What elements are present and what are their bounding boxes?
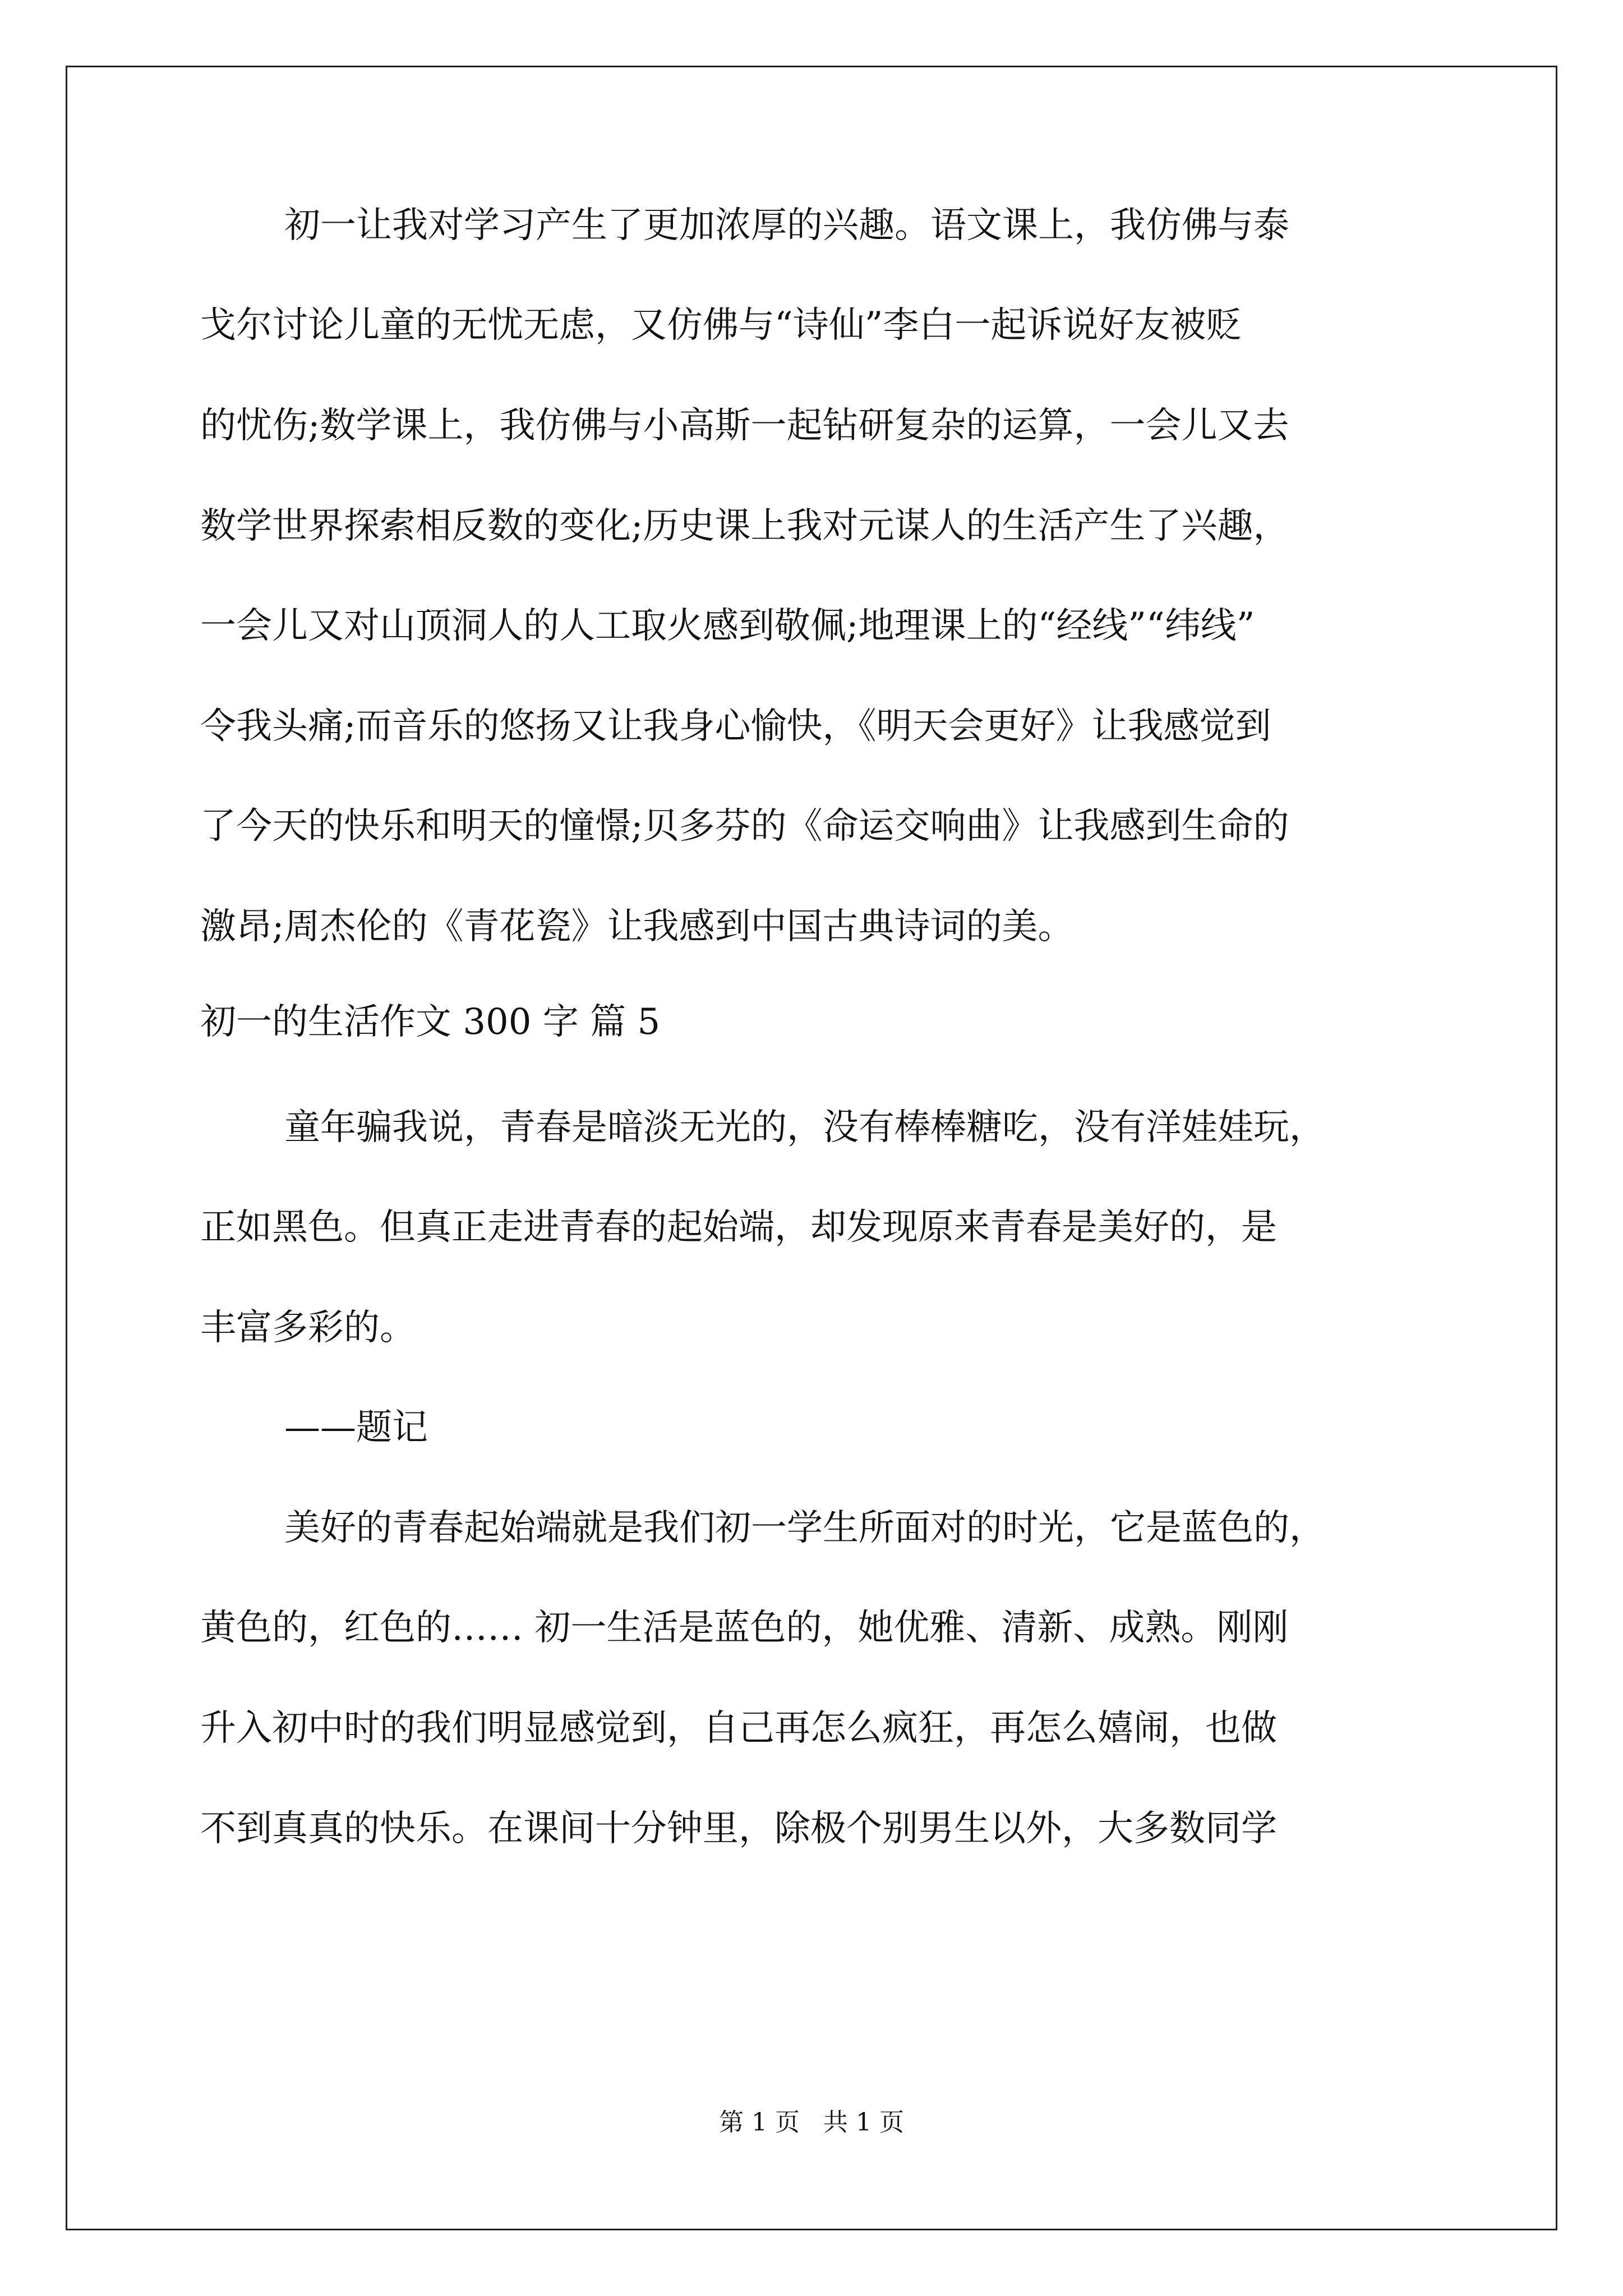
text-line: 初一让我对学习产生了更加浓厚的兴趣。语文课上，我仿佛与泰 bbox=[284, 205, 1289, 246]
page-number-footer: 第 1 页 共 1 页 bbox=[719, 2108, 904, 2137]
epigraph-attribution: ——题记 bbox=[284, 1407, 428, 1448]
text-line: 不到真真的快乐。在课间十分钟里，除极个别男生以外，大多数同学 bbox=[200, 1808, 1277, 1849]
text-line: 一会儿又对山顶洞人的人工取火感到敬佩;地理课上的“经线”“纬线” bbox=[200, 605, 1255, 647]
text-line: 升入初中时的我们明显感觉到，自己再怎么疯狂，再怎么嬉闹，也做 bbox=[200, 1708, 1277, 1749]
text-line: 了今天的快乐和明天的憧憬;贝多芬的《命运交响曲》让我感到生命的 bbox=[200, 806, 1289, 847]
text-line: 正如黑色。但真正走进青春的起始端，却发现原来青春是美好的，是 bbox=[200, 1207, 1277, 1248]
text-line: 童年骗我说，青春是暗淡无光的，没有棒棒糖吃，没有洋娃娃玩， bbox=[284, 1107, 1325, 1148]
text-line: 美好的青春起始端就是我们初一学生所面对的时光，它是蓝色的， bbox=[284, 1507, 1325, 1549]
text-line: 激昂;周杰伦的《青花瓷》让我感到中国古典诗词的美。 bbox=[200, 906, 1074, 947]
text-line: 丰富多彩的。 bbox=[200, 1307, 416, 1349]
text-line: 数学世界探索相反数的变化;历史课上我对元谋人的生活产生了兴趣， bbox=[200, 505, 1289, 547]
text-line: 黄色的，红色的…… 初一生活是蓝色的，她优雅、清新、成熟。刚刚 bbox=[200, 1607, 1289, 1649]
text-line: 的忧伤;数学课上，我仿佛与小高斯一起钻研复杂的运算，一会儿又去 bbox=[200, 405, 1289, 447]
section-heading: 初一的生活作文 300 字 篇 5 bbox=[200, 1001, 661, 1043]
text-line: 令我头痛;而音乐的悠扬又让我身心愉快，《明天会更好》让我感觉到 bbox=[200, 706, 1271, 747]
text-line: 戈尔讨论儿童的无忧无虑，又仿佛与“诗仙”李白一起诉说好友被贬 bbox=[200, 305, 1242, 346]
